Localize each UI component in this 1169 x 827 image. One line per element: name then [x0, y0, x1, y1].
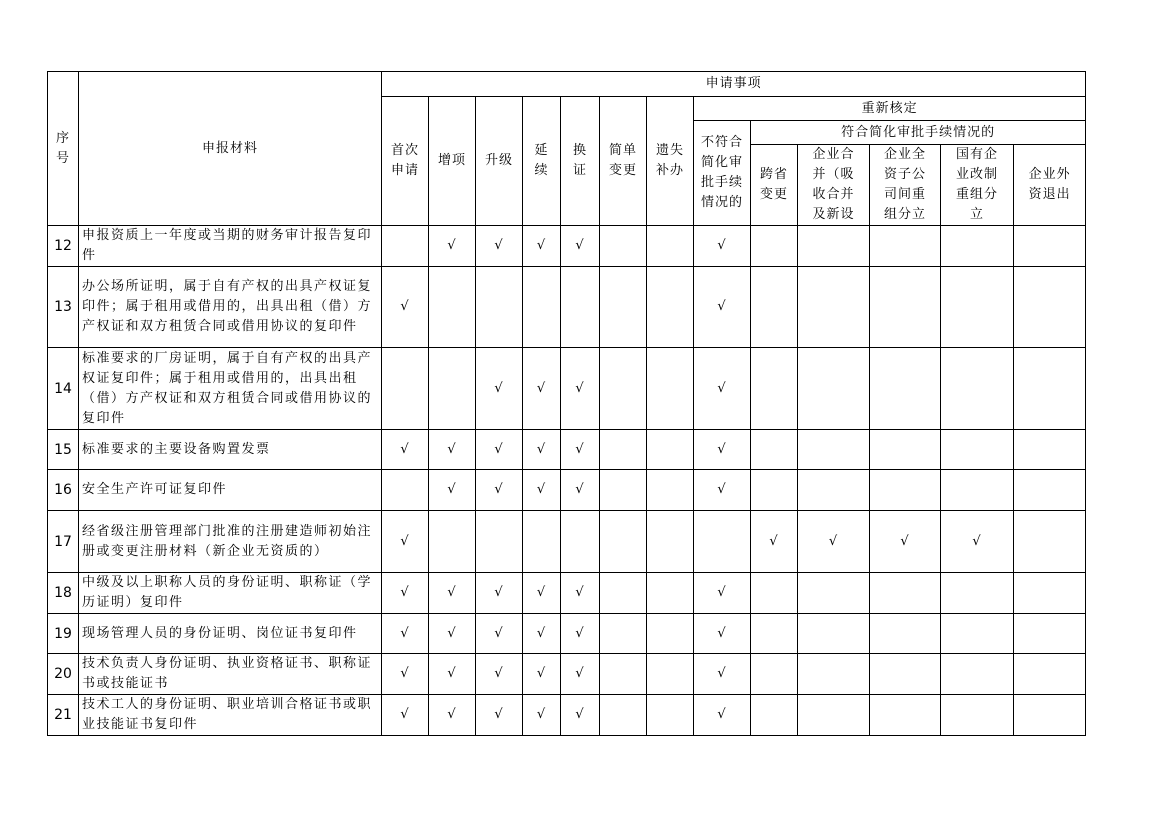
header-col-merge: 企业合 并（吸 收合并 及新设: [798, 145, 870, 226]
check-mark: √: [447, 482, 457, 497]
check-cell: [561, 614, 600, 654]
check-cell: [523, 348, 561, 430]
check-mark: √: [447, 238, 457, 253]
check-cell: [476, 614, 523, 654]
check-mark: √: [575, 238, 585, 253]
check-cell: [1014, 430, 1086, 470]
check-mark: √: [717, 238, 727, 253]
check-cell: [600, 573, 647, 614]
check-cell: [523, 614, 561, 654]
table-row: [48, 348, 1086, 430]
check-mark: √: [536, 707, 547, 722]
header-apply-items: 申请事项: [382, 72, 1086, 97]
check-cell: [523, 226, 561, 267]
check-cell: [751, 267, 798, 348]
check-cell: [870, 267, 941, 348]
check-cell: [870, 695, 941, 736]
check-mark: √: [400, 707, 410, 722]
check-cell: [476, 430, 523, 470]
check-cell: [476, 470, 523, 511]
check-cell: [600, 470, 647, 511]
check-cell: [798, 267, 870, 348]
check-mark: √: [400, 666, 410, 681]
check-cell: [647, 695, 694, 736]
check-cell: [694, 654, 751, 695]
header-col-upgrade: 升级: [476, 97, 523, 226]
row-number: 15: [48, 430, 79, 470]
check-cell: [647, 226, 694, 267]
check-mark: √: [494, 666, 504, 681]
check-cell: [870, 511, 941, 573]
check-cell: [476, 654, 523, 695]
check-cell: [1014, 226, 1086, 267]
check-cell: [600, 511, 647, 573]
check-cell: [382, 226, 429, 267]
check-mark: √: [536, 585, 547, 600]
check-cell: [523, 695, 561, 736]
header-recheck: 重新核定: [694, 97, 1086, 121]
check-mark: √: [717, 707, 727, 722]
check-mark: √: [536, 625, 547, 641]
check-cell: [798, 348, 870, 430]
check-cell: [870, 470, 941, 511]
check-cell: [1014, 470, 1086, 511]
check-cell: [382, 430, 429, 470]
check-cell: [694, 430, 751, 470]
check-cell: [647, 654, 694, 695]
check-mark: √: [717, 666, 727, 681]
check-mark: √: [717, 441, 727, 457]
row-description: 标准要求的厂房证明，属于自有产权的出具产权证复印件；属于租用或借用的，出具出租（借）方产权证和双方租赁合同或借用协议的复印件: [79, 348, 382, 430]
check-cell: [523, 267, 561, 348]
check-cell: [600, 614, 647, 654]
check-cell: [600, 348, 647, 430]
check-cell: [476, 695, 523, 736]
check-mark: √: [494, 380, 504, 396]
check-mark: √: [536, 482, 547, 497]
row-number: 17: [48, 511, 79, 573]
check-mark: √: [536, 441, 547, 457]
check-cell: [870, 573, 941, 614]
check-mark: √: [536, 238, 547, 253]
check-cell: [870, 654, 941, 695]
check-mark: √: [400, 441, 410, 457]
table-row: [48, 470, 1086, 511]
check-cell: [561, 695, 600, 736]
check-cell: [561, 511, 600, 573]
check-cell: [382, 511, 429, 573]
row-description: 安全生产许可证复印件: [79, 470, 382, 511]
check-cell: [1014, 511, 1086, 573]
header-col-foreign-exit: 企业外 资退出: [1014, 145, 1086, 226]
table-row: [48, 226, 1086, 267]
check-cell: [751, 695, 798, 736]
check-mark: √: [717, 380, 727, 396]
check-mark: √: [494, 482, 504, 497]
check-cell: [647, 511, 694, 573]
check-mark: √: [536, 380, 547, 396]
check-mark: √: [447, 666, 457, 681]
check-cell: [429, 470, 476, 511]
check-mark: √: [494, 707, 504, 722]
check-cell: [941, 573, 1014, 614]
check-mark: √: [900, 533, 910, 549]
table-row: [48, 614, 1086, 654]
header-col-renew: 换 证: [561, 97, 600, 226]
header-col-cross-province: 跨省 变更: [751, 145, 798, 226]
check-cell: [476, 267, 523, 348]
check-mark: √: [575, 441, 585, 457]
check-cell: [600, 430, 647, 470]
check-mark: √: [575, 625, 585, 641]
row-description: 中级及以上职称人员的身份证明、职称证（学历证明）复印件: [79, 573, 382, 614]
header-col-simple-change: 简单 变更: [600, 97, 647, 226]
check-mark: √: [717, 625, 727, 641]
header-col-lost: 遗失 补办: [647, 97, 694, 226]
check-cell: [429, 226, 476, 267]
check-cell: [870, 348, 941, 430]
check-cell: [694, 348, 751, 430]
check-cell: [751, 573, 798, 614]
row-number: 20: [48, 654, 79, 695]
row-number: 19: [48, 614, 79, 654]
table-row: [48, 573, 1086, 614]
check-cell: [523, 573, 561, 614]
table-row: [48, 267, 1086, 348]
check-cell: [600, 695, 647, 736]
check-cell: [751, 614, 798, 654]
check-cell: [429, 654, 476, 695]
check-mark: √: [575, 482, 585, 497]
table-row: [48, 695, 1086, 736]
check-mark: √: [494, 238, 504, 253]
header-row-1: [48, 72, 1086, 97]
check-cell: [600, 267, 647, 348]
header-material: 申报材料: [79, 72, 382, 226]
header-col-add: 增项: [429, 97, 476, 226]
row-description: 申报资质上一年度或当期的财务审计报告复印件: [79, 226, 382, 267]
row-number: 16: [48, 470, 79, 511]
check-cell: [382, 695, 429, 736]
check-cell: [941, 267, 1014, 348]
check-cell: [694, 573, 751, 614]
check-cell: [1014, 654, 1086, 695]
header-col-first: 首次 申请: [382, 97, 429, 226]
check-mark: √: [494, 441, 504, 457]
check-cell: [941, 348, 1014, 430]
check-cell: [561, 267, 600, 348]
check-cell: [798, 695, 870, 736]
check-cell: [694, 470, 751, 511]
check-cell: [382, 348, 429, 430]
check-cell: [382, 614, 429, 654]
check-cell: [476, 348, 523, 430]
check-cell: [941, 614, 1014, 654]
check-cell: [429, 348, 476, 430]
check-mark: √: [717, 482, 727, 497]
row-description: 技术负责人身份证明、执业资格证书、职称证书或技能证书: [79, 654, 382, 695]
check-mark: √: [717, 585, 727, 600]
check-cell: [429, 695, 476, 736]
check-cell: [561, 573, 600, 614]
check-cell: [647, 614, 694, 654]
check-cell: [561, 430, 600, 470]
check-mark: √: [447, 707, 457, 722]
check-cell: [798, 511, 870, 573]
check-cell: [476, 226, 523, 267]
check-cell: [1014, 267, 1086, 348]
check-cell: [751, 430, 798, 470]
header-simplified: 符合简化审批手续情况的: [751, 121, 1086, 145]
check-cell: [1014, 695, 1086, 736]
check-mark: √: [717, 299, 727, 314]
check-cell: [694, 695, 751, 736]
check-cell: [647, 470, 694, 511]
check-mark: √: [447, 585, 457, 600]
check-cell: [798, 614, 870, 654]
check-cell: [751, 470, 798, 511]
row-number: 13: [48, 267, 79, 348]
check-cell: [798, 573, 870, 614]
check-cell: [476, 573, 523, 614]
check-mark: √: [828, 533, 839, 549]
check-mark: √: [400, 585, 410, 600]
check-cell: [600, 654, 647, 695]
check-cell: [429, 614, 476, 654]
header-col-subsidiary: 企业全 资子公 司间重 组分立: [870, 145, 941, 226]
check-cell: [870, 430, 941, 470]
check-cell: [382, 470, 429, 511]
check-cell: [941, 695, 1014, 736]
check-cell: [429, 267, 476, 348]
check-mark: √: [575, 707, 585, 722]
check-cell: [1014, 348, 1086, 430]
check-mark: √: [536, 666, 547, 681]
table-row: [48, 430, 1086, 470]
row-description: 标准要求的主要设备购置发票: [79, 430, 382, 470]
check-cell: [798, 470, 870, 511]
check-mark: √: [972, 533, 982, 549]
header-col-extend: 延 续: [523, 97, 561, 226]
check-cell: [600, 226, 647, 267]
check-cell: [382, 654, 429, 695]
application-materials-table: [47, 71, 1086, 736]
check-cell: [476, 511, 523, 573]
check-cell: [870, 614, 941, 654]
row-number: 18: [48, 573, 79, 614]
check-cell: [941, 470, 1014, 511]
row-number: 14: [48, 348, 79, 430]
check-cell: [523, 511, 561, 573]
row-description: 办公场所证明，属于自有产权的出具产权证复印件；属于租用或借用的，出具出租（借）方产权证和双方租赁合同或借用协议的复印件: [79, 267, 382, 348]
check-cell: [647, 430, 694, 470]
check-mark: √: [769, 533, 779, 549]
check-cell: [694, 267, 751, 348]
check-cell: [382, 573, 429, 614]
check-cell: [751, 348, 798, 430]
check-cell: [870, 226, 941, 267]
check-cell: [647, 348, 694, 430]
row-description: 经省级注册管理部门批准的注册建造师初始注册或变更注册材料（新企业无资质的）: [79, 511, 382, 573]
check-cell: [941, 226, 1014, 267]
check-mark: √: [400, 533, 410, 549]
header-col-not-simplified: 不符合 简化审 批手续 情况的: [694, 121, 751, 226]
check-mark: √: [494, 585, 504, 600]
header-col-state-owned: 国有企 业改制 重组分 立: [941, 145, 1014, 226]
check-cell: [941, 654, 1014, 695]
check-cell: [647, 267, 694, 348]
check-cell: [941, 511, 1014, 573]
check-cell: [751, 654, 798, 695]
check-mark: √: [447, 625, 457, 641]
check-mark: √: [575, 380, 585, 396]
table-row: [48, 654, 1086, 695]
check-cell: [798, 226, 870, 267]
row-description: 现场管理人员的身份证明、岗位证书复印件: [79, 614, 382, 654]
check-cell: [561, 226, 600, 267]
check-cell: [751, 511, 798, 573]
check-cell: [561, 470, 600, 511]
row-description: 技术工人的身份证明、职业培训合格证书或职业技能证书复印件: [79, 695, 382, 736]
check-cell: [561, 348, 600, 430]
check-cell: [694, 614, 751, 654]
check-cell: [429, 511, 476, 573]
check-cell: [941, 430, 1014, 470]
check-cell: [647, 573, 694, 614]
check-cell: [1014, 614, 1086, 654]
check-cell: [1014, 573, 1086, 614]
row-number: 12: [48, 226, 79, 267]
check-cell: [798, 654, 870, 695]
check-mark: √: [575, 666, 585, 681]
check-cell: [429, 430, 476, 470]
check-cell: [694, 226, 751, 267]
table-row: [48, 511, 1086, 573]
check-mark: √: [447, 441, 457, 457]
check-cell: [523, 430, 561, 470]
check-mark: √: [575, 585, 585, 600]
check-cell: [523, 654, 561, 695]
check-cell: [751, 226, 798, 267]
check-mark: √: [400, 625, 410, 641]
header-seq: 序 号: [48, 72, 79, 226]
check-cell: [523, 470, 561, 511]
check-cell: [694, 511, 751, 573]
check-mark: √: [494, 625, 504, 641]
check-cell: [429, 573, 476, 614]
check-cell: [798, 430, 870, 470]
row-number: 21: [48, 695, 79, 736]
check-cell: [561, 654, 600, 695]
check-cell: [382, 267, 429, 348]
check-mark: √: [400, 299, 410, 314]
